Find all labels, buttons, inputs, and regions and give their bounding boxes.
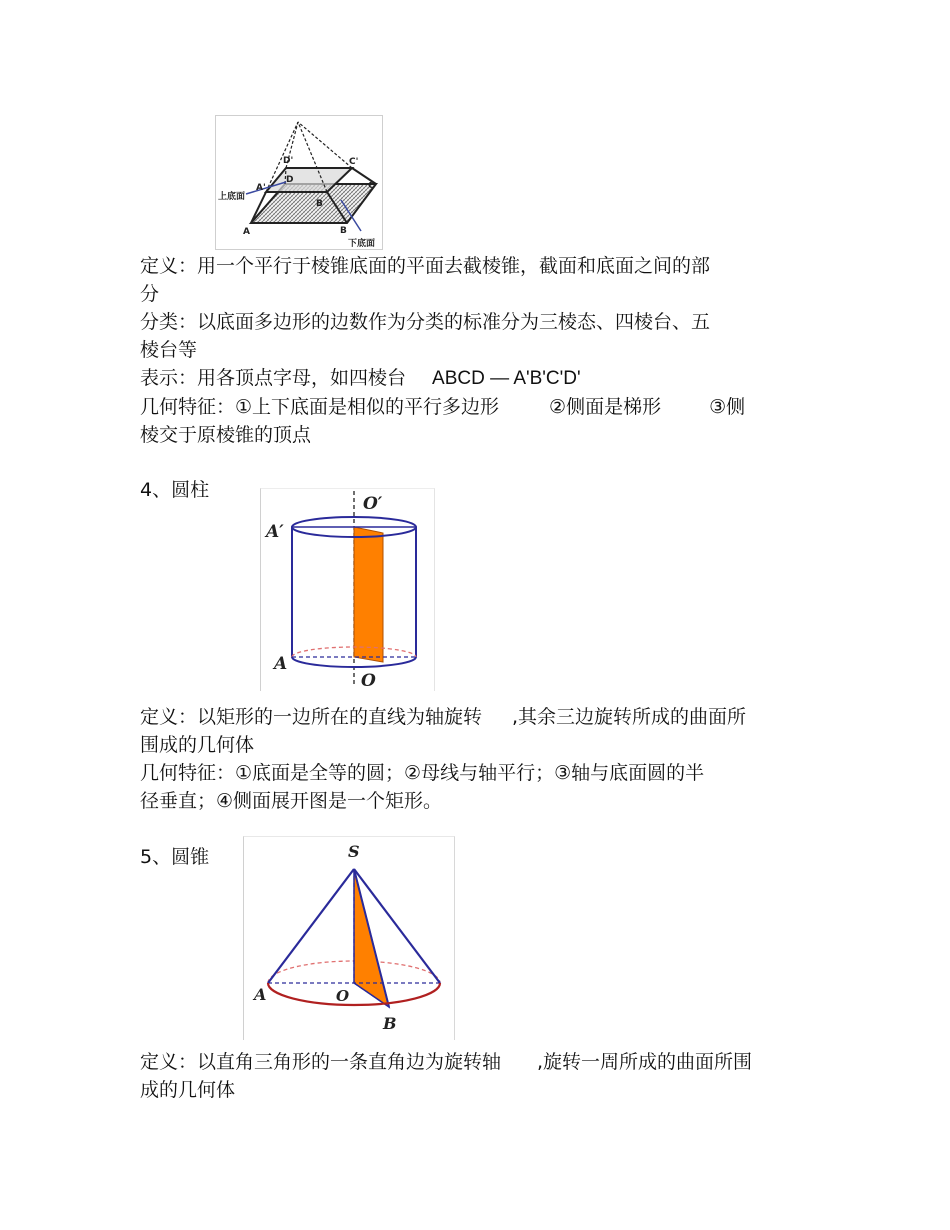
label-b: B <box>383 1014 397 1033</box>
cylinder-features-line-2: 径垂直；④侧面展开图是一个矩形。 <box>140 790 443 812</box>
frustum-notation-prefix: 表示：用各顶点字母，如四棱台 <box>140 367 407 389</box>
cylinder-definition-part-b: ,其余三边旋转所成的曲面所 <box>512 706 747 728</box>
label-a-prime: A′ <box>266 522 284 542</box>
frustum-figure <box>215 115 383 250</box>
cone-definition-line-1 <box>140 1050 752 1074</box>
label-s: S <box>348 842 360 861</box>
frustum-definition-line-1: 定义：用一个平行于棱锥底面的平面去截棱锥，截面和底面之间的部 <box>140 255 711 277</box>
label-upper-base: 上底面 <box>218 192 246 202</box>
cylinder-definition-line-2: 围成的几何体 <box>140 734 255 756</box>
cylinder-diagram <box>261 489 436 692</box>
label-a-prime: A' <box>256 183 266 193</box>
label-a: A <box>243 227 250 237</box>
label-a: A <box>274 654 288 674</box>
label-o: O <box>361 671 376 691</box>
label-c-prime: C' <box>349 157 359 167</box>
frustum-definition-line-2: 分 <box>140 283 160 305</box>
frustum-notation-line <box>140 366 581 391</box>
frustum-feature-trapezoid-sides: ②侧面是梯形 <box>549 396 662 418</box>
label-b: B <box>340 226 347 236</box>
frustum-notation-value: ABCD — A'B'C'D' <box>432 368 581 389</box>
cylinder-features-line-1: 几何特征：①底面是全等的圆；②母线与轴平行；③轴与底面圆的半 <box>140 762 705 784</box>
cone-figure <box>243 836 455 1040</box>
label-c: C <box>368 181 375 191</box>
label-d-prime: D' <box>283 156 294 166</box>
frustum-features-line-1 <box>140 395 745 419</box>
label-o-prime: O′ <box>363 494 383 514</box>
frustum-classification-line-1: 分类：以底面多边形的边数作为分类的标准分为三棱态、四棱台、五 <box>140 311 711 333</box>
cylinder-heading: 4、圆柱 <box>140 479 210 501</box>
label-b-upper: B <box>316 199 323 209</box>
cone-definition-part-a: 定义：以直角三角形的一条直角边为旋转轴 <box>140 1051 502 1073</box>
frustum-classification-line-2: 棱台等 <box>140 339 198 361</box>
cylinder-definition-part-a: 定义：以矩形的一边所在的直线为轴旋转 <box>140 706 483 728</box>
cone-definition-part-b: ,旋转一周所成的曲面所围 <box>537 1051 753 1073</box>
frustum-features-line-2: 棱交于原棱锥的顶点 <box>140 424 312 446</box>
cylinder-definition-line-1 <box>140 705 746 729</box>
frustum-diagram <box>216 116 384 251</box>
label-d: D <box>286 175 294 185</box>
cone-heading: 5、圆锥 <box>140 846 210 868</box>
frustum-feature-edges: ③侧 <box>709 396 746 418</box>
cone-definition-line-2: 成的几何体 <box>140 1079 236 1101</box>
label-lower-base: 下底面 <box>348 239 376 249</box>
cylinder-section-face <box>354 527 383 662</box>
frustum-feature-similar-bases: 几何特征：①上下底面是相似的平行多边形 <box>140 396 500 418</box>
cylinder-figure <box>260 488 435 691</box>
label-o: O <box>336 987 350 1005</box>
cone-diagram <box>244 837 456 1041</box>
label-a: A <box>254 985 267 1004</box>
cone-base <box>268 983 440 1005</box>
